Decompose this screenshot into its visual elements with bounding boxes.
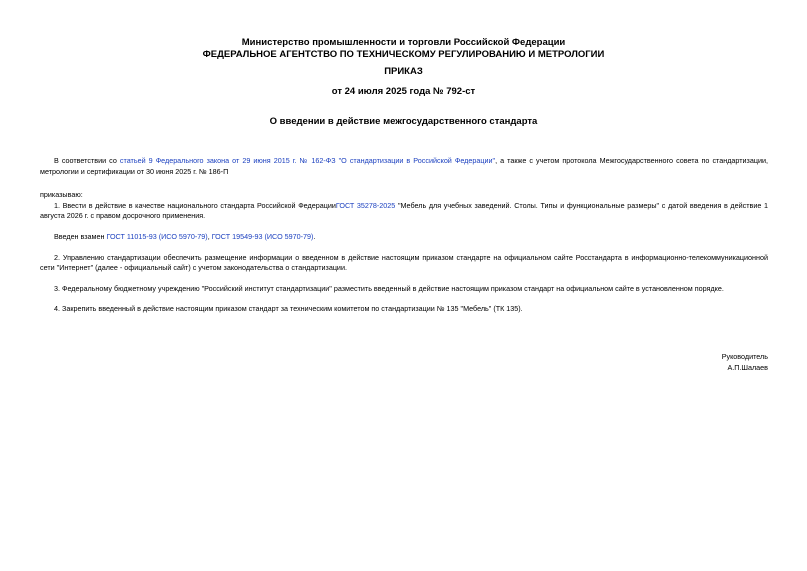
gost-11015-link[interactable]: ГОСТ 11015-93 (ИСО 5970-79): [106, 231, 208, 241]
item-3-paragraph: 3. Федеральному бюджетному учреждению "Российский институт стандартизации" разместить введенный в действие настоящим приказом стандарт на официальном сайте в установленном порядке.: [54, 283, 724, 293]
order-subject: О введении в действие межгосударственного стандарта: [269, 116, 538, 127]
replace-text-2: ,: [207, 231, 212, 241]
document-header: [0, 37, 807, 61]
item-4-paragraph: 4. Закрепить введенный в действие настоящим приказом стандарт за техническим комитетом по стандартизации № 135 "Мебель" (ТК 135).: [54, 304, 523, 314]
signatory-position: Руководитель: [721, 352, 768, 361]
replace-text-1: Введен взамен: [54, 231, 107, 241]
order-word: приказываю:: [40, 190, 83, 200]
law-title-link[interactable]: "О стандартизации в Российской Федерации": [338, 156, 496, 165]
replace-text-3: .: [313, 231, 316, 241]
gost-35278-link[interactable]: ГОСТ 35278-2025: [335, 200, 396, 210]
order-title: ПРИКАЗ: [384, 66, 423, 77]
document-body: [40, 156, 768, 315]
preamble-text-1: В соответствии со: [54, 156, 120, 165]
item-1-paragraph: [40, 201, 768, 222]
ministry-name: Министерство промышленности и торговли Российской Федерации: [241, 37, 566, 48]
law-article-link[interactable]: статьей 9 Федерального закона от 29 июня 2015 г. № 162-ФЗ: [119, 156, 336, 165]
item-1-text-2: "Мебель для учебных заведений. Столы. Типы и функциональные размеры" с датой введения в действие 1 августа 2026 г. с правом досрочного применения.: [40, 200, 768, 221]
signatory-name: А.П.Шалаев: [727, 362, 768, 372]
item-1-text-1: 1. Ввести в действие в качестве национального стандарта Российской Федерации: [54, 200, 336, 210]
replace-paragraph: [40, 232, 768, 243]
agency-name: ФЕДЕРАЛЬНОЕ АГЕНТСТВО ПО ТЕХНИЧЕСКОМУ РЕГУЛИРОВАНИЮ И МЕТРОЛОГИИ: [202, 49, 605, 60]
preamble-text-3: , а также с учетом протокола Межгосударственного совета по стандартизации, метрологии и сертификации от 30 июня 2025 г. № 186-П: [40, 156, 768, 176]
signature-block: [722, 352, 768, 373]
order-date: от 24 июля 2025 года № 792-ст: [331, 86, 476, 97]
item-2-paragraph: 2. Управлению стандартизации обеспечить размещение информации о введенном в действие настоящим приказом стандарте на официальном сайте Росстандарта в информационно-телекоммуникационной сети "Интернет" (далее - официальный сайт) с учетом законодательства о стандартизации.: [40, 252, 768, 273]
preamble-paragraph: [40, 156, 768, 177]
gost-19549-link[interactable]: ГОСТ 19549-93 (ИСО 5970-79): [211, 231, 314, 241]
